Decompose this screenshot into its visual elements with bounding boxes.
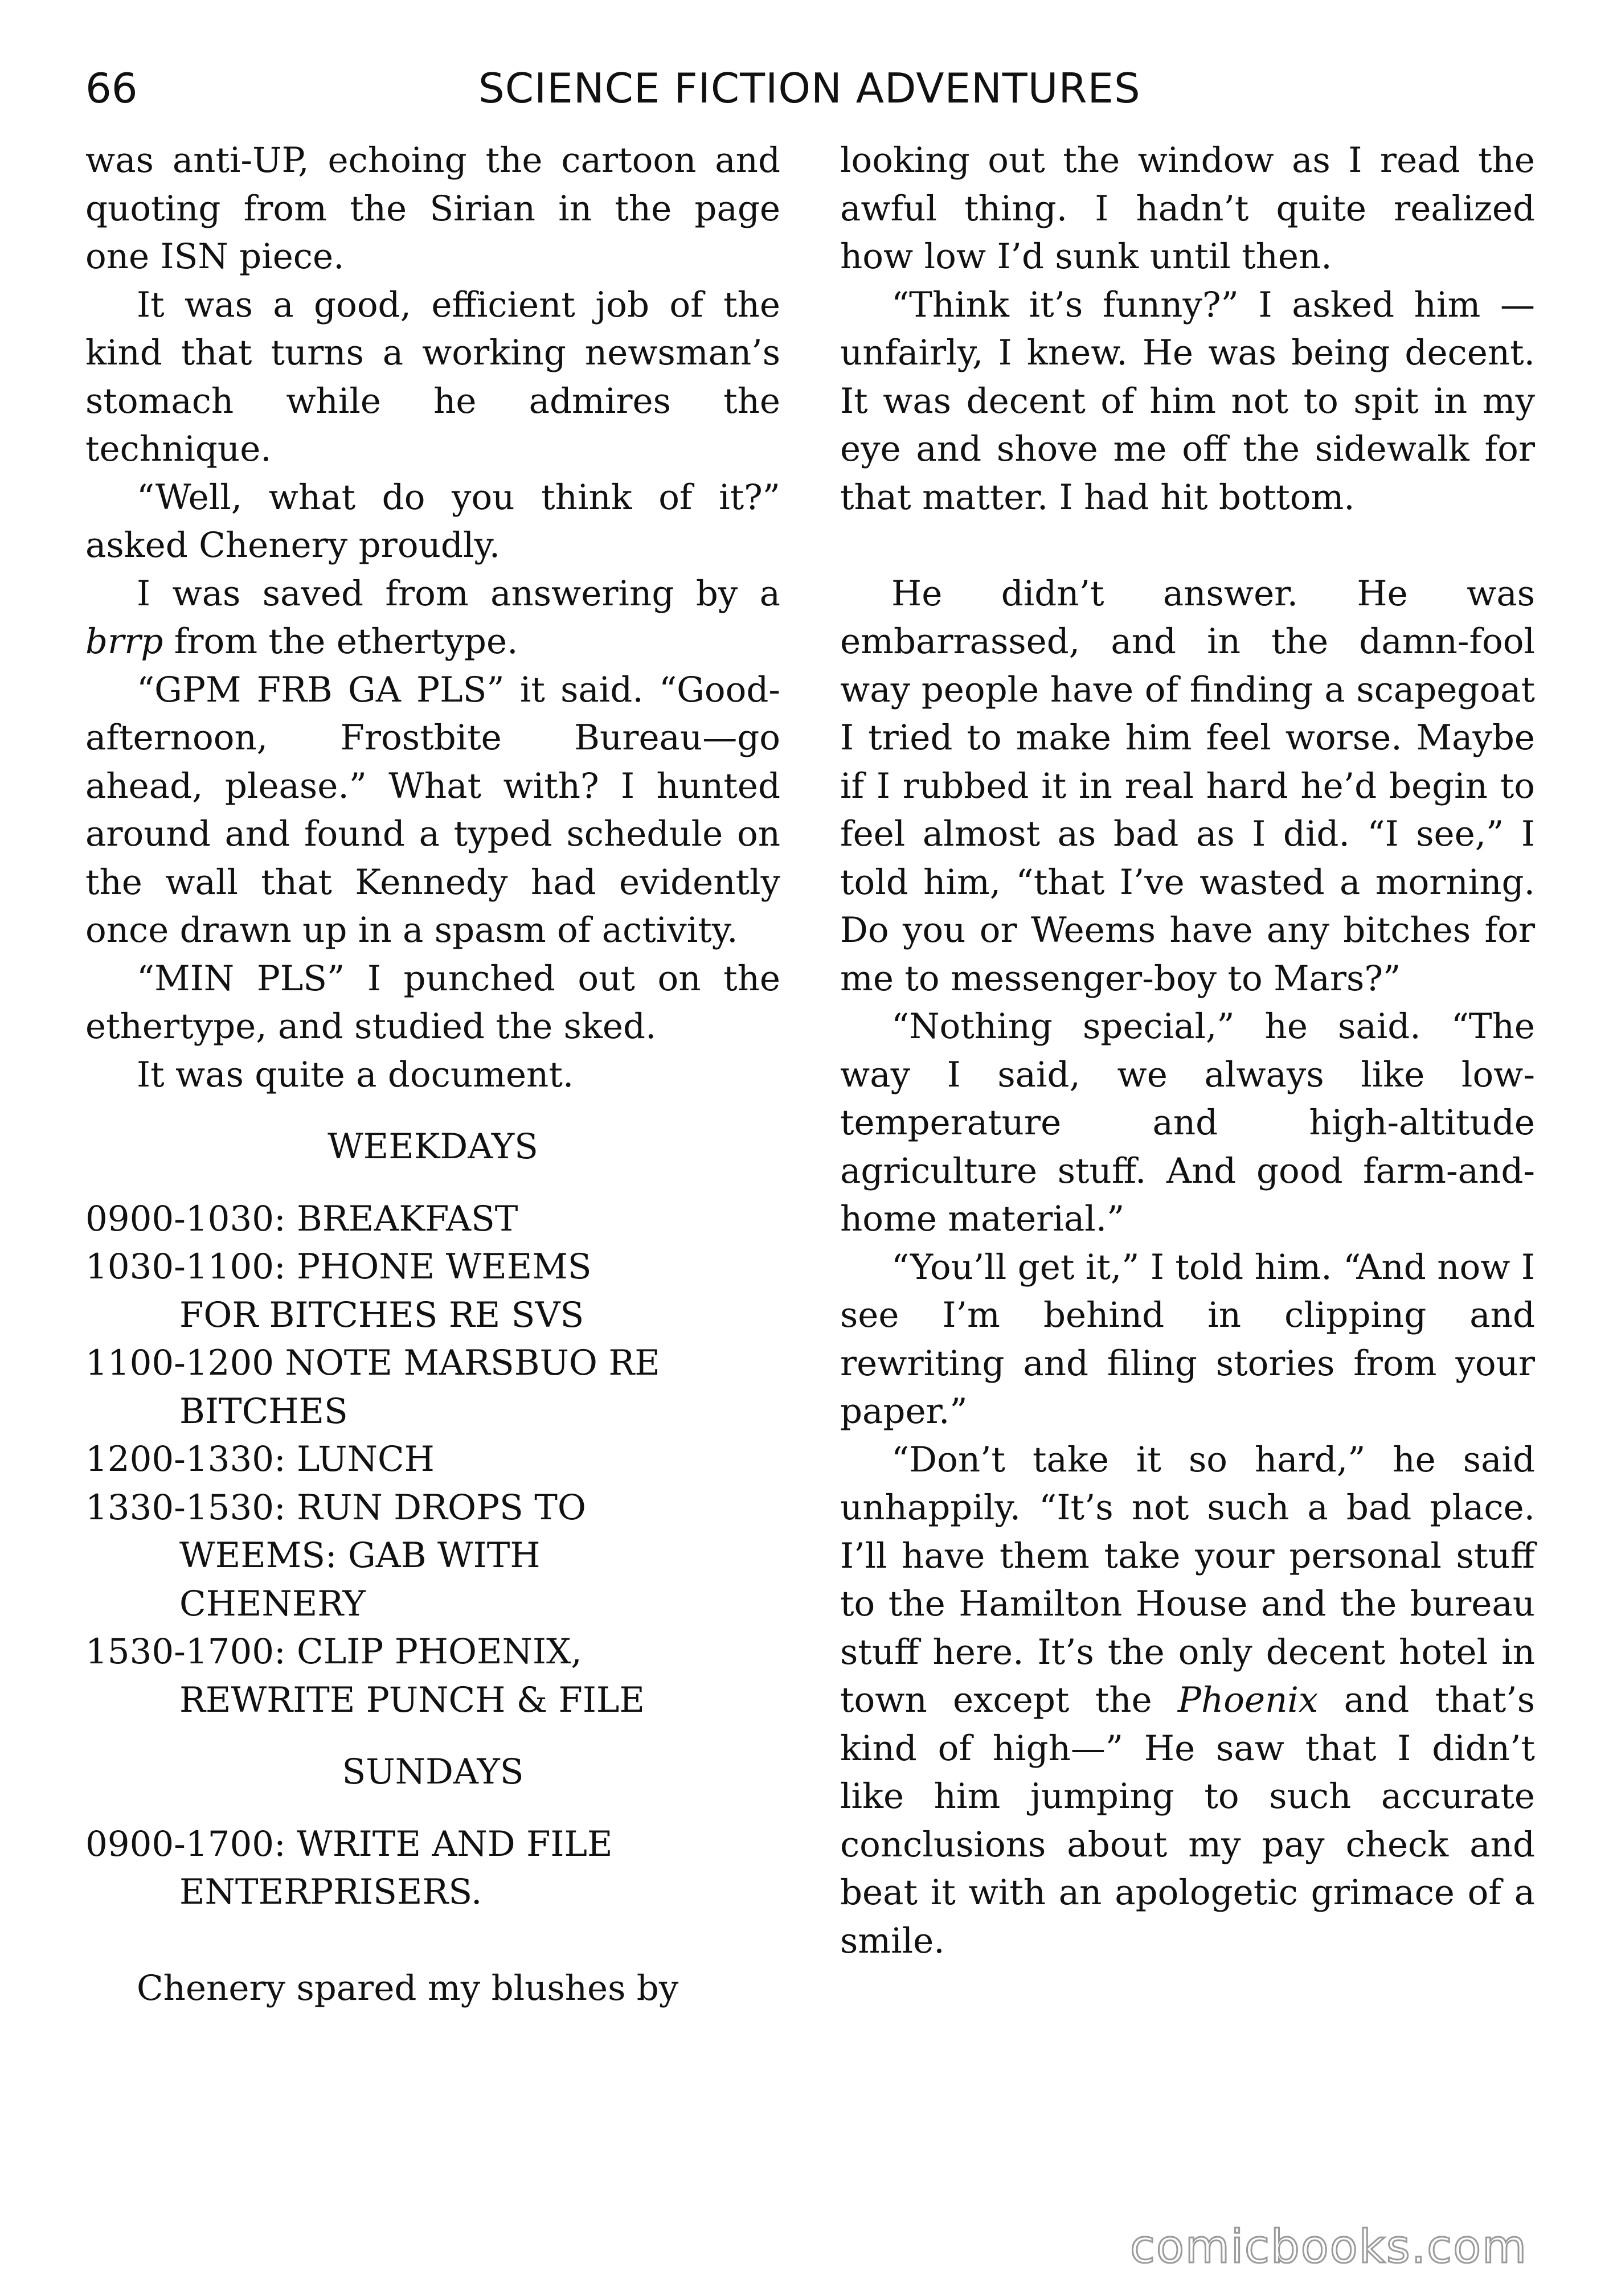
paragraph [85, 570, 780, 666]
weekday-schedule [85, 1195, 780, 1725]
left-column [85, 137, 780, 2013]
text-run: and that’s kind of high—” He saw that I didn’t like him jumping to such accurate conclusions about my pay check and beat it with an apologetic grimace of a smile. [840, 1680, 1535, 1961]
right-column [840, 137, 1535, 1965]
paragraph: looking out the window as I read the awful thing. I hadn’t quite realized how low I’d sunk until then. [840, 140, 1535, 277]
schedule-line: FOR BITCHES RE SVS [179, 1294, 584, 1335]
schedule-line: 1530-1700: CLIP PHOENIX, [85, 1631, 582, 1672]
paragraph: He didn’t answer. He was embarrassed, and in the damn-fool way people have of finding a scapegoat I tried to make him feel worse. Maybe if I rubbed it in real hard he’d begin to feel almost as bad as I did. “I see,” I told him, “that I’ve wasted a morning. Do you or Weems have any bitches for me to messenger-boy to Mars?” [840, 573, 1535, 999]
schedule-line: WEEMS: GAB WITH [179, 1535, 541, 1576]
running-head: SCIENCE FICTION ADVENTURES [478, 64, 1141, 112]
paragraph: It was a good, efficient job of the kind that turns a working newsman’s stomach while he admires the technique. [85, 284, 780, 469]
paragraph: Chenery spared my blushes by [137, 1968, 679, 2008]
page-header [85, 54, 1532, 122]
sunday-schedule [85, 1821, 780, 1917]
schedule-line: 0900-1030: BREAKFAST [85, 1198, 518, 1239]
schedule-line: 1330-1530: RUN DROPS TO [85, 1487, 586, 1528]
text-run: “Don’t take it so hard,” he said unhappily. “It’s not such a bad place. I’ll have them take your personal stuff to the Hamilton House and the bureau stuff here. It’s the only decent hotel in town except the [840, 1439, 1535, 1720]
paragraph: was anti-UP, echoing the cartoon and quoting from the Sirian in the page one ISN piece. [85, 140, 780, 277]
paragraph: “Think it’s funny?” I asked him —unfairly, I knew. He was being decent. It was decent of him not to spit in my eye and shove me off the sidewalk for that matter. I had hit bottom. [840, 284, 1535, 518]
schedule-line: CHENERY [179, 1583, 366, 1624]
schedule-heading-weekdays: WEEKDAYS [327, 1126, 538, 1167]
paragraph: “You’ll get it,” I told him. “And now I see I’m behind in clipping and rewriting and filing stories from your paper.” [840, 1247, 1535, 1432]
paragraph: It was quite a document. [137, 1054, 574, 1095]
page-number: 66 [85, 64, 138, 112]
schedule-line: BITCHES [179, 1391, 348, 1432]
schedule-line: 1030-1100: PHONE WEEMS [85, 1247, 592, 1287]
watermark: comicbooks.com [1129, 2220, 1528, 2273]
schedule-line: 1200-1330: LUNCH [85, 1439, 435, 1479]
text-run: from the ethertype. [163, 621, 518, 662]
paragraph: “GPM FRB GA PLS” it said. “Good-afternoon, Frostbite Bureau—go ahead, please.” What with? I hunted around and found a typed schedule on the wall that Kennedy had evidently once drawn up in a spasm of activity. [85, 669, 780, 950]
schedule-line: REWRITE PUNCH & FILE [179, 1679, 645, 1720]
schedule-line: ENTERPRISERS. [179, 1872, 482, 1912]
italic-word: Phoenix [1177, 1680, 1319, 1720]
paragraph: “Well, what do you think of it?” asked Chenery proudly. [85, 477, 780, 565]
italic-word: brrp [85, 621, 163, 662]
paragraph: “Nothing special,” he said. “The way I said, we always like low-temperature and high-altitude agriculture stuff. And good farm-and-home material.” [840, 1006, 1535, 1239]
schedule-heading-sundays: SUNDAYS [342, 1752, 524, 1792]
paragraph [840, 1436, 1535, 1966]
paragraph: “MIN PLS” I punched out on the ethertype, and studied the sked. [85, 958, 780, 1047]
text-run: I was saved from answering by a [137, 573, 780, 614]
schedule-line: 0900-1700: WRITE AND FILE [85, 1823, 613, 1864]
schedule-line: 1100-1200 NOTE MARSBUO RE [85, 1343, 660, 1383]
